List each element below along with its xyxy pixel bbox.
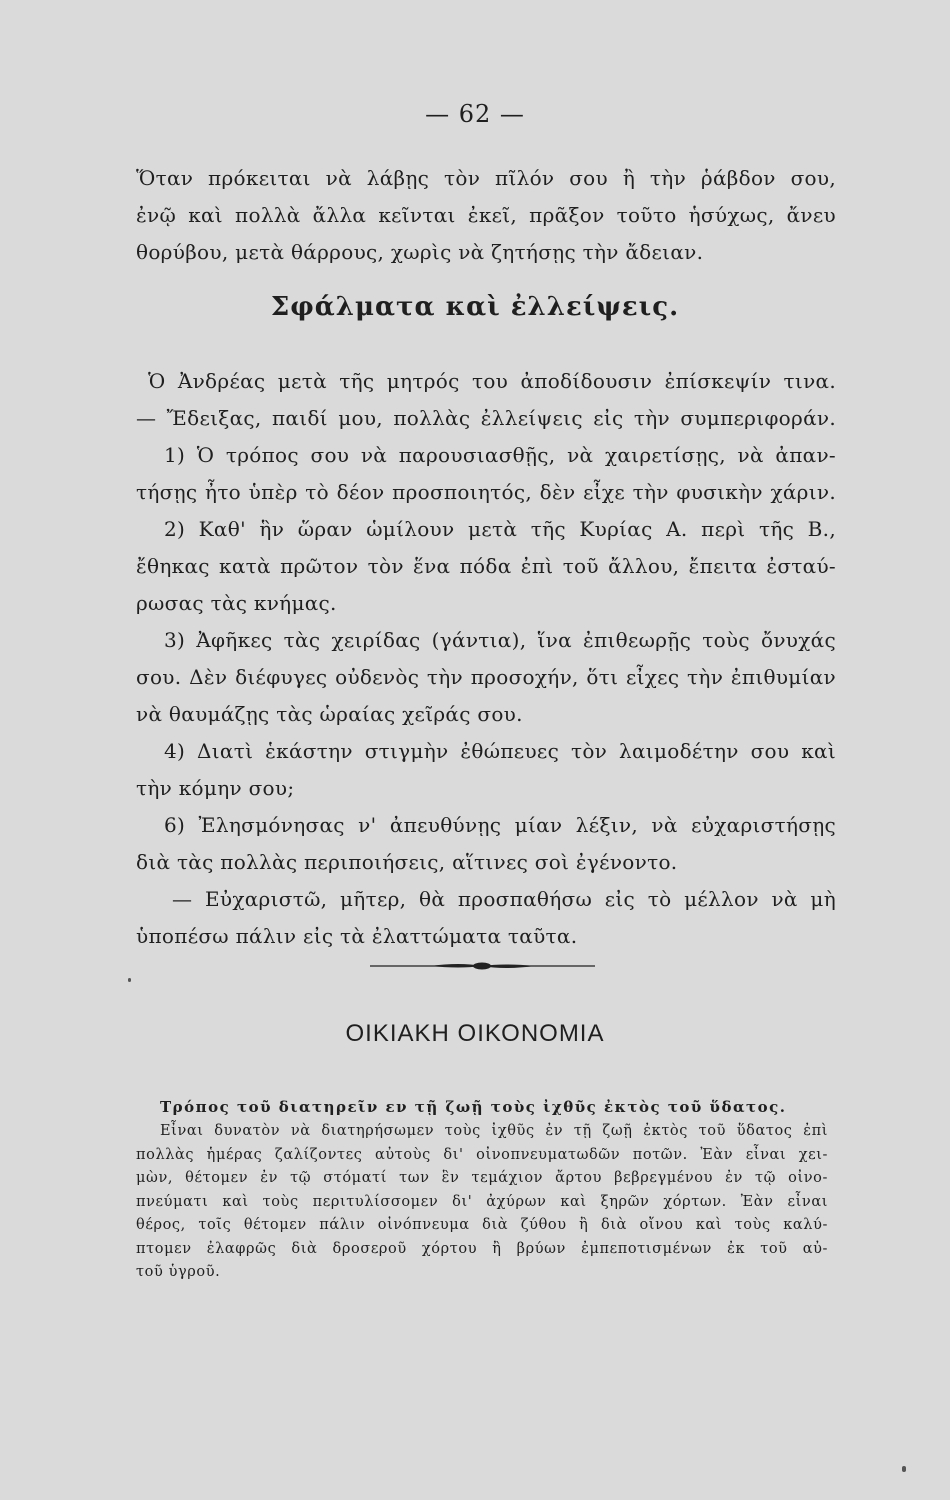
text-line: Ὁ Ἀνδρέας μετὰ τῆς μητρός του ἀποδίδουσιν ἐπίσκεψίν τινα. <box>148 369 836 393</box>
paper-speck <box>902 1466 906 1472</box>
text-line: θέρος, τοῖς θέτομεν πάλιν οἰνόπνευμα διὰ ζύθου ἢ διὰ οἴνου καὶ τοὺς καλύ- <box>136 1217 828 1233</box>
text-line: τὴν κόμην σου; <box>136 776 295 800</box>
paper-speck <box>128 978 131 982</box>
ornament-divider <box>370 960 595 972</box>
text-line: 2) Καθ' ἣν ὥραν ὡμίλουν μετὰ τῆς Κυρίας Α. περὶ τῆς Β., <box>164 517 836 541</box>
section-errors-body <box>136 363 836 955</box>
text-line: πολλὰς ἡμέρας ζαλίζοντες αὐτοὺς δι' οἰνοπνευματωδῶν ποτῶν. Ἐὰν εἶναι χει- <box>136 1146 828 1163</box>
text-line: νὰ θαυμάζῃς τὰς ὡραίας χεῖράς σου. <box>136 702 523 726</box>
text-line: μὼν, θέτομεν ἐν τῷ στόματί των ἓν τεμάχιον ἄρτου βεβρεγμένου ἐν τῷ οἰνο- <box>136 1170 828 1186</box>
text-line: Ὅταν πρόκειται νὰ λάβῃς τὸν πῖλόν σου ἢ τὴν ῥάβδον σου, <box>136 166 836 190</box>
section-fish-body <box>136 1120 828 1285</box>
text-line: 4) Διατὶ ἑκάστην στιγμὴν ἐθώπευες τὸν λαιμοδέτην σου καὶ <box>164 739 836 763</box>
text-line: Εἶναι δυνατὸν νὰ διατηρήσωμεν τοὺς ἰχθῦς ἐν τῇ ζωῇ ἐκτὸς τοῦ ὕδατος ἐπὶ <box>160 1123 828 1139</box>
text-line: τοῦ ὑγροῦ. <box>136 1264 221 1280</box>
text-line: ἐνῷ καὶ πολλὰ ἄλλα κεῖνται ἐκεῖ, πρᾶξον τοῦτο ἡσύχως, ἄνευ <box>136 203 836 227</box>
intro-paragraph <box>136 160 836 271</box>
text-line: ἔθηκας κατὰ πρῶτον τὸν ἕνα πόδα ἐπὶ τοῦ ἄλλου, ἔπειτα ἐσταύ- <box>136 554 836 578</box>
page-number: — 62 — <box>425 100 525 128</box>
text-line: πτομεν ἐλαφρῶς διὰ δροσεροῦ χόρτου ἢ βρύων ἐμπεποτισμένων ἐκ τοῦ αὐ- <box>136 1240 828 1257</box>
text-line: ὑποπέσω πάλιν εἰς τὰ ἐλαττώματα ταῦτα. <box>136 924 578 948</box>
text-line: — Εὐχαριστῶ, μῆτερ, θὰ προσπαθήσω εἰς τὸ μέλλον νὰ μὴ <box>172 887 836 911</box>
text-line: τήσῃς ἦτο ὑπὲρ τὸ δέον προσποιητός, δὲν εἶχε τὴν φυσικὴν χάριν. <box>136 480 836 504</box>
text-line: 6) Ἐλησμόνησας ν' ἀπευθύνῃς μίαν λέξιν, νὰ εὐχαριστήσῃς <box>164 813 836 837</box>
text-line: ρωσας τὰς κνήμας. <box>136 591 337 615</box>
text-line: 1) Ὁ τρόπος σου νὰ παρουσιασθῇς, νὰ χαιρετίσῃς, νὰ ἀπαν- <box>164 443 836 467</box>
section-heading-errors: Σφάλματα καὶ ἐλλείψεις. <box>270 292 680 322</box>
section-subheading-fish: Τρόπος τοῦ διατηρεῖν εν τῇ ζωῇ τοὺς ἰχθῦς ἐκτὸς τοῦ ὕδατος. <box>160 1098 787 1116</box>
text-line: διὰ τὰς πολλὰς περιποιήσεις, αἵτινες σοὶ ἐγένοντο. <box>136 850 678 874</box>
text-line: πνεύματι καὶ τοὺς περιτυλίσσομεν δι' ἀχύρων καὶ ξηρῶν χόρτων. Ἐὰν εἶναι <box>136 1193 828 1210</box>
text-line: σου. Δὲν διέφυγες οὐδενὸς τὴν προσοχήν, ὅτι εἶχες τὴν ἐπιθυμίαν <box>136 665 836 689</box>
text-line: 3) Ἀφῆκες τὰς χειρίδας (γάντια), ἵνα ἐπιθεωρῇς τοὺς ὄνυχάς <box>164 628 836 652</box>
text-line: θορύβου, μετὰ θάρρους, χωρὶς νὰ ζητήσῃς τὴν ἄδειαν. <box>136 240 704 264</box>
section-heading-home-economics: ΟΙΚΙΑΚΗ ΟΙΚΟΝΟΜΙΑ <box>345 1020 605 1047</box>
text-line: — Ἔδειξας, παιδί μου, πολλὰς ἐλλείψεις εἰς τὴν συμπεριφοράν. <box>136 406 836 430</box>
